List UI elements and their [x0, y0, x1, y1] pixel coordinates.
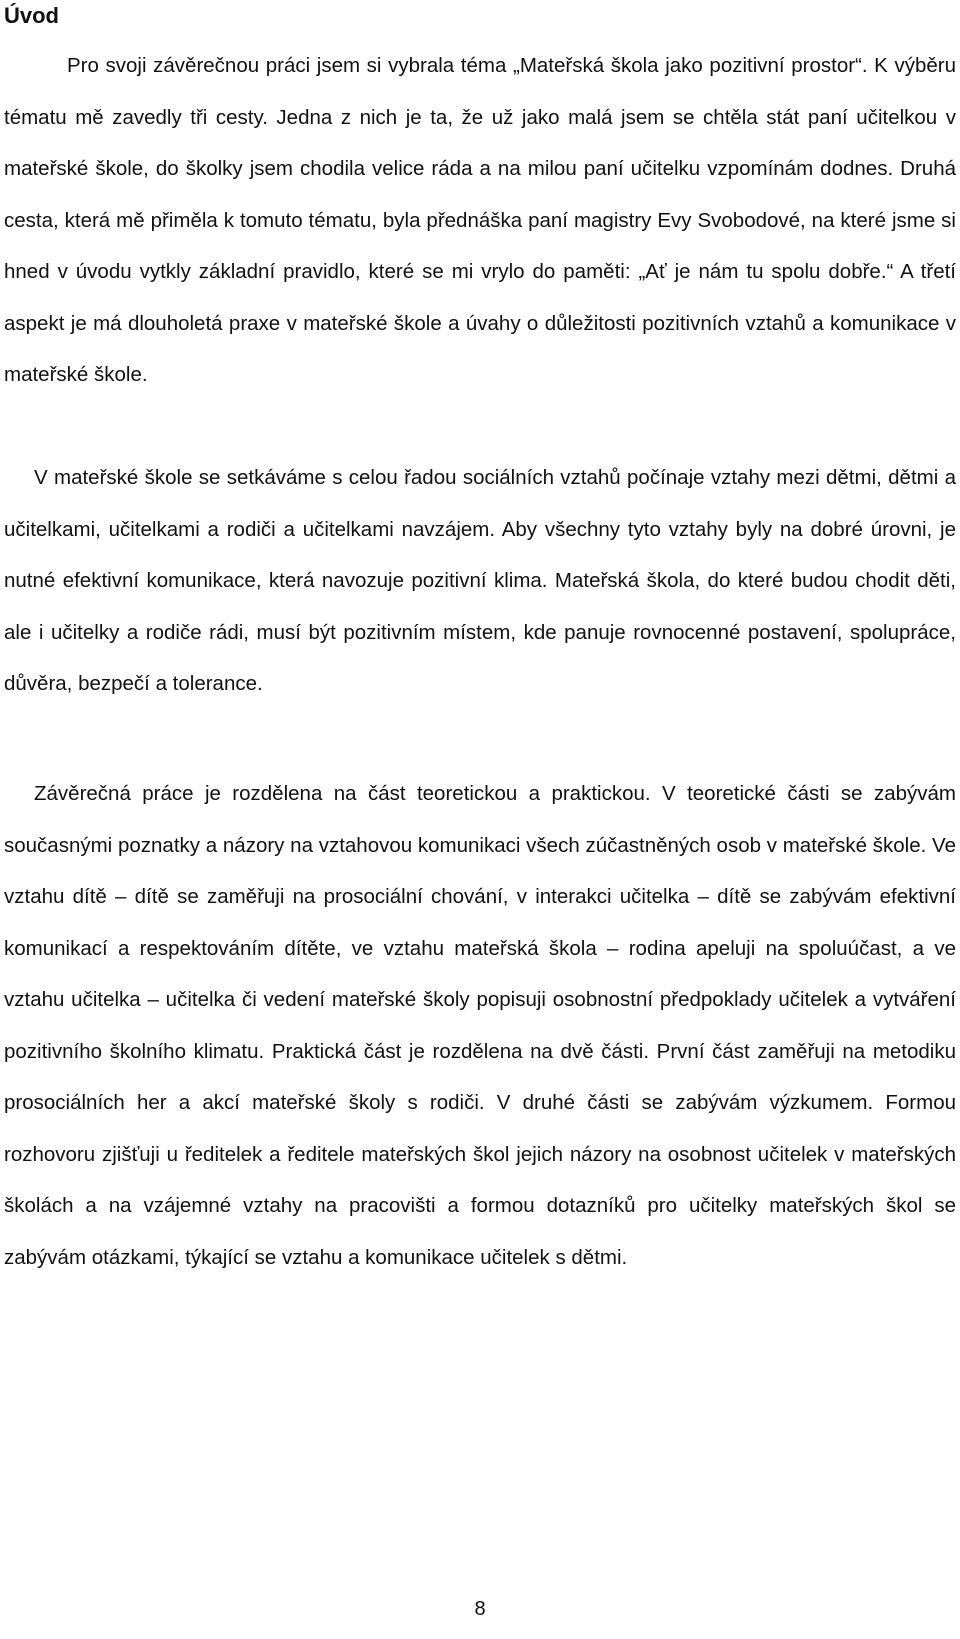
paragraph-introduction: Pro svoji závěrečnou práci jsem si vybrala téma „Mateřská škola jako pozitivní prostor“. K výběru tématu mě zavedly tři cesty. Jedna z nich je ta, že už jako malá jsem se chtěla stát paní učitelkou v mateřské škole, do školky jsem chodila velice ráda a na milou paní učitelku vzpomínám dodnes. Druhá cesta, která mě přiměla k tomuto tématu, byla přednáška paní magistry Evy Svobodové, na které jsme si hned v úvodu vytkly základní pravidlo, které se mi vrylo do paměti: „Ať je nám tu spolu dobře.“ A třetí aspekt je má dlouholetá praxe v mateřské škole a úvahy o důležitosti pozitivních vztahů a komunikace v mateřské škole.	[4, 54, 956, 386]
section-heading: Úvod	[4, 3, 59, 28]
page-number: 8	[474, 1598, 486, 1620]
paragraph-structure: Závěrečná práce je rozdělena na část teoretickou a praktickou. V teoretické části se zabývám současnými poznatky a názory na vztahovou komunikaci všech zúčastněných osob v mateřské škole. Ve vztahu dítě – dítě se zaměřuji na prosociální chování, v interakci učitelka – dítě se zabývám efektivní komunikací a respektováním dítěte, ve vztahu mateřská škola – rodina apeluji na spoluúčast, a ve vztahu učitelka – učitelka či vedení mateřské školy popisuji osobnostní předpoklady učitelek a vytváření pozitivního školního klimatu. Praktická část je rozdělena na dvě části. První část zaměřuji na metodiku prosociálních her a akcí mateřské školy s rodiči. V druhé části se zabývám výzkumem. Formou rozhovoru zjišťuji u ředitelek a ředitele mateřských škol jejich názory na osobnost učitelek v mateřských školách a na vzájemné vztahy na pracovišti a formou dotazníků pro učitelky mateřských škol se zabývám otázkami, týkající se vztahu a komunikace učitelek s dětmi.	[4, 782, 956, 1269]
paragraph-relationships: V mateřské škole se setkáváme s celou řadou sociálních vztahů počínaje vztahy mezi dětmi, dětmi a učitelkami, učitelkami a rodiči a učitelkami navzájem. Aby všechny tyto vztahy byly na dobré úrovni, je nutné efektivní komunikace, která navozuje pozitivní klima. Mateřská škola, do které budou chodit děti, ale i učitelky a rodiče rádi, musí být pozitivním místem, kde panuje rovnocenné postavení, spolupráce, důvěra, bezpečí a tolerance.	[4, 466, 956, 695]
